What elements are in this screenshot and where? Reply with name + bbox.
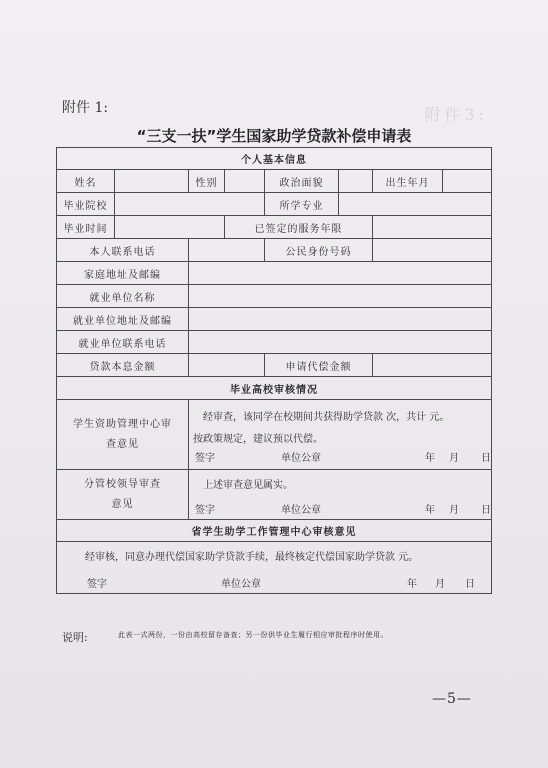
label-id-number: 公民身份号码 <box>265 239 373 262</box>
review-row <box>57 542 492 594</box>
field-gender[interactable] <box>225 170 265 193</box>
page-number: —5— <box>432 691 472 707</box>
form-row <box>57 193 492 216</box>
form-row <box>57 331 492 354</box>
seal-label: 单位公章 <box>221 579 261 590</box>
form-row <box>57 285 492 308</box>
field-loan-principal[interactable] <box>189 354 265 377</box>
field-home-address[interactable] <box>189 262 492 285</box>
field-graduation-time[interactable] <box>115 216 225 239</box>
form-row <box>57 170 492 193</box>
note-label: 说明: <box>62 631 88 644</box>
leader-review-text: 上述审查意见属实。 <box>203 480 293 491</box>
field-name[interactable] <box>115 170 189 193</box>
form-row <box>57 308 492 331</box>
label-graduation-time: 毕业时间 <box>57 216 115 239</box>
year-label: 年 <box>425 453 435 464</box>
bleed-through-text: 附件3: <box>424 105 488 124</box>
month-label: 月 <box>449 453 459 464</box>
label-graduate-school: 毕业院校 <box>57 193 115 216</box>
field-employer-phone[interactable] <box>189 331 492 354</box>
review-row <box>57 470 492 520</box>
center-review-box[interactable] <box>189 400 492 470</box>
sign-label: 签字 <box>87 579 107 590</box>
province-review-text: 经审核，同意办理代偿国家助学贷款手续，最终核定代偿国家助学贷款 元。 <box>85 552 419 563</box>
note-text: 此表一式两份，一份由高校留存备查；另一份供毕业生履行相应审批程序时使用。 <box>118 631 388 639</box>
section-school-review: 毕业高校审核情况 <box>57 377 492 400</box>
label-loan-principal: 贷款本息金额 <box>57 354 189 377</box>
label-name: 姓名 <box>57 170 115 193</box>
label-major: 所学专业 <box>265 193 339 216</box>
field-employer-name[interactable] <box>189 285 492 308</box>
sign-label: 签字 <box>195 453 215 464</box>
section-province-review: 省学生助学工作管理中心审核意见 <box>57 520 492 542</box>
seal-label: 单位公章 <box>281 505 321 516</box>
field-birth-date[interactable] <box>443 170 492 193</box>
label-phone: 本人联系电话 <box>57 239 189 262</box>
label-employer-address: 就业单位地址及邮编 <box>57 308 189 331</box>
label-political-status: 政治面貌 <box>265 170 339 193</box>
review-row <box>57 400 492 470</box>
field-employer-address[interactable] <box>189 308 492 331</box>
section-header-row <box>57 377 492 400</box>
month-label: 月 <box>435 579 445 590</box>
signature-row <box>57 575 491 589</box>
province-review-box[interactable] <box>57 542 492 594</box>
day-label: 日 <box>481 505 491 516</box>
annex-label: 附件 1: <box>62 100 109 116</box>
form-row <box>57 354 492 377</box>
form-row <box>57 239 492 262</box>
form-row <box>57 262 492 285</box>
form-note <box>62 629 388 645</box>
application-form-table <box>56 147 492 594</box>
signature-row <box>189 449 491 463</box>
signature-row <box>189 501 491 515</box>
year-label: 年 <box>407 579 417 590</box>
section-basic-info: 个人基本信息 <box>57 148 492 170</box>
center-review-text: 经审查，该同学在校期间共获得助学贷款 次，共计 元。 <box>203 412 450 423</box>
label-home-address: 家庭地址及邮编 <box>57 262 189 285</box>
month-label: 月 <box>449 505 459 516</box>
seal-label: 单位公章 <box>281 453 321 464</box>
day-label: 日 <box>481 453 491 464</box>
label-center-review: 学生资助管理中心审查意见 <box>57 400 189 470</box>
label-requested-amount: 申请代偿金额 <box>265 354 373 377</box>
year-label: 年 <box>425 505 435 516</box>
label-gender: 性别 <box>189 170 225 193</box>
section-header-row <box>57 520 492 542</box>
label-employer-phone: 就业单位联系电话 <box>57 331 189 354</box>
leader-review-box[interactable] <box>189 470 492 520</box>
field-id-number[interactable] <box>373 239 492 262</box>
center-review-text-2: 按政策规定，建议预以代偿。 <box>193 434 323 445</box>
label-service-years: 已签定的服务年限 <box>225 216 373 239</box>
label-birth-date: 出生年月 <box>373 170 443 193</box>
sign-label: 签字 <box>195 505 215 516</box>
label-leader-review: 分管校领导审查意见 <box>57 470 189 520</box>
form-title: “三支一扶”学生国家助学贷款补偿申请表 <box>136 127 412 145</box>
form-row <box>57 216 492 239</box>
day-label: 日 <box>465 579 475 590</box>
field-service-years[interactable] <box>373 216 492 239</box>
field-major[interactable] <box>339 193 492 216</box>
field-requested-amount[interactable] <box>373 354 492 377</box>
field-political-status[interactable] <box>339 170 373 193</box>
label-employer-name: 就业单位名称 <box>57 285 189 308</box>
field-phone[interactable] <box>189 239 265 262</box>
field-graduate-school[interactable] <box>115 193 265 216</box>
section-header-row <box>57 148 492 170</box>
